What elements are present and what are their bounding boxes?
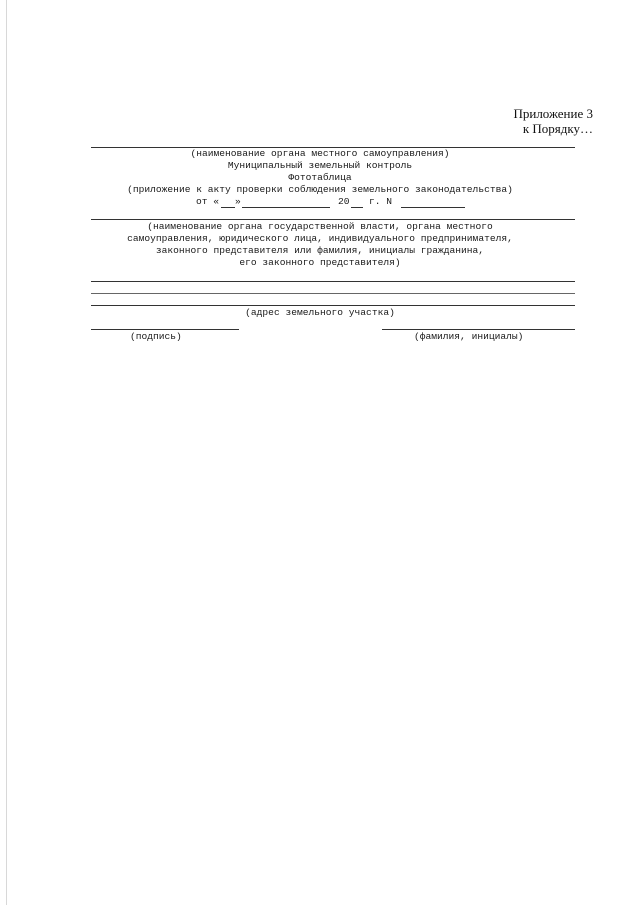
name-initials-line[interactable] xyxy=(382,329,575,330)
org-name-caption: (наименование органа местного самоуправления) xyxy=(190,148,450,159)
subject-caption-line1: (наименование органа государственной власти, органа местного xyxy=(147,221,493,232)
address-line-2[interactable] xyxy=(91,293,575,294)
signature-line[interactable] xyxy=(91,329,239,330)
subject-caption-line4: его законного представителя) xyxy=(239,257,401,268)
subject-caption-line3: законного представителя или фамилия, инициалы гражданина, xyxy=(155,245,485,256)
name-initials-caption: (фамилия, инициалы) xyxy=(414,331,524,342)
subject-caption-line2: самоуправления, юридического лица, индивидуального предпринимателя, xyxy=(127,233,513,244)
document-title: Фототаблица xyxy=(288,172,352,183)
date-month-field[interactable] xyxy=(242,207,330,208)
document-subtitle: (приложение к акту проверки соблюдения земельного законодательства) xyxy=(127,184,513,195)
signature-caption: (подпись) xyxy=(130,331,182,342)
control-title: Муниципальный земельный контроль xyxy=(227,160,413,171)
date-year-field[interactable] xyxy=(351,207,363,208)
act-number-label: г. N xyxy=(369,196,393,207)
address-caption: (адрес земельного участка) xyxy=(245,307,395,318)
date-year-prefix: 20 xyxy=(338,196,350,207)
date-day-field[interactable] xyxy=(221,207,235,208)
date-prefix: от « xyxy=(196,196,220,207)
address-line-3[interactable] xyxy=(91,305,575,306)
subject-name-line[interactable] xyxy=(91,219,575,220)
appendix-number: Приложение 3 xyxy=(513,106,593,121)
address-line-1[interactable] xyxy=(91,281,575,282)
date-mid: » xyxy=(235,196,241,207)
act-number-field[interactable] xyxy=(401,207,465,208)
appendix-reference xyxy=(513,106,593,136)
page-left-edge xyxy=(6,0,7,905)
appendix-order-ref: к Порядку… xyxy=(522,121,593,136)
